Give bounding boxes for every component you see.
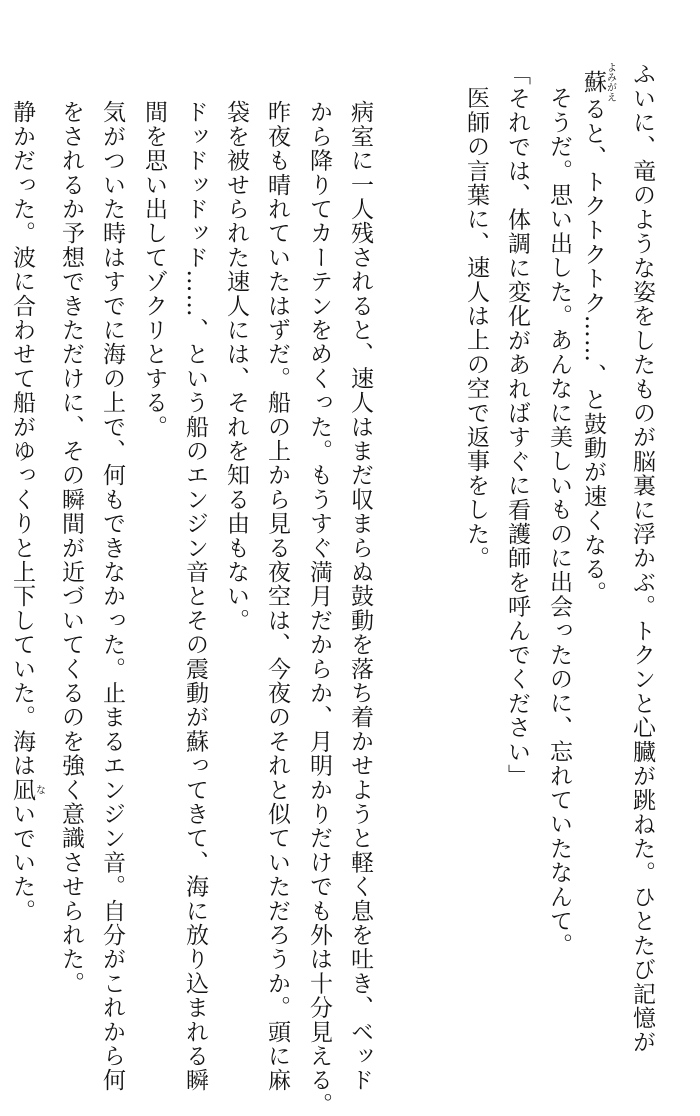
text-line-14	[9, 100, 45, 923]
line-text: 静かだった。波に合わせて船がゆっくりと上下していた。海は	[9, 100, 35, 778]
line-text: 間を思い出してゾクリとする。	[141, 100, 167, 439]
text-line-2	[580, 62, 616, 606]
text-line-13	[56, 100, 86, 995]
ruby-yomigae	[580, 62, 616, 102]
line-text: そうだ。思い出した。あんなに美しいものに出会ったのに、忘れていたなんて。	[546, 86, 572, 958]
text-line-11	[139, 100, 169, 439]
line-text: 気がついた時はすでに海の上で、何もできなかった。止まるエンジン音。自分がこれから何	[99, 100, 125, 1093]
line-text: ふいに、竜のような姿をしたものが脳裏に浮かぶ。トクンと心臓が跳ねた。ひとたび記憶が	[629, 62, 655, 1055]
line-text: から降りてカーテンをめくった。もうすぐ満月だからか、月明かりだけでも外は十分見える。	[306, 100, 332, 1116]
text-line-6	[345, 100, 375, 1092]
text-line-12	[97, 100, 127, 1092]
ruby-reading: よみがえ	[604, 62, 616, 102]
line-text: 病室に一人残されると、速人はまだ収まらぬ鼓動を落ち着かせようと軽く息を吐き、ベッド	[347, 100, 373, 1093]
ruby-nagi	[9, 777, 45, 802]
line-text: 「それでは、体調に変化があればすぐに看護師を呼んでください」	[504, 62, 530, 788]
text-line-1	[627, 62, 657, 1054]
text-line-9	[221, 100, 251, 632]
line-text: 医師の言葉に、速人は上の空で返事をした。	[463, 86, 489, 570]
ruby-reading: な	[33, 777, 45, 802]
text-line-3	[544, 86, 574, 957]
ruby-base: 凪	[9, 777, 35, 802]
text-line-10	[180, 100, 210, 1092]
text-line-4	[502, 62, 532, 788]
line-text: いでいた。	[9, 801, 35, 923]
text-line-5	[461, 86, 491, 570]
line-text: 昨夜も晴れていたはずだ。船の上から見る夜空は、今夜のそれと似ていただろうか。頭に麻	[264, 100, 290, 1093]
line-text: 袋を被せられた速人には、それを知る由もない。	[223, 100, 249, 633]
line-text: をされるか予想できただけに、その瞬間が近づいてくるのを強く意識させられた。	[58, 100, 84, 996]
line-text: ると、トクトクトク……、と鼓動が速くなる。	[580, 96, 606, 606]
text-line-7	[304, 100, 334, 1116]
ruby-base: 蘇	[580, 62, 606, 102]
line-text: ドッドッドッド……、という船のエンジン音とその震動が蘇ってきて、海に放り込まれる瞬	[182, 100, 208, 1093]
text-line-8	[262, 100, 292, 1092]
